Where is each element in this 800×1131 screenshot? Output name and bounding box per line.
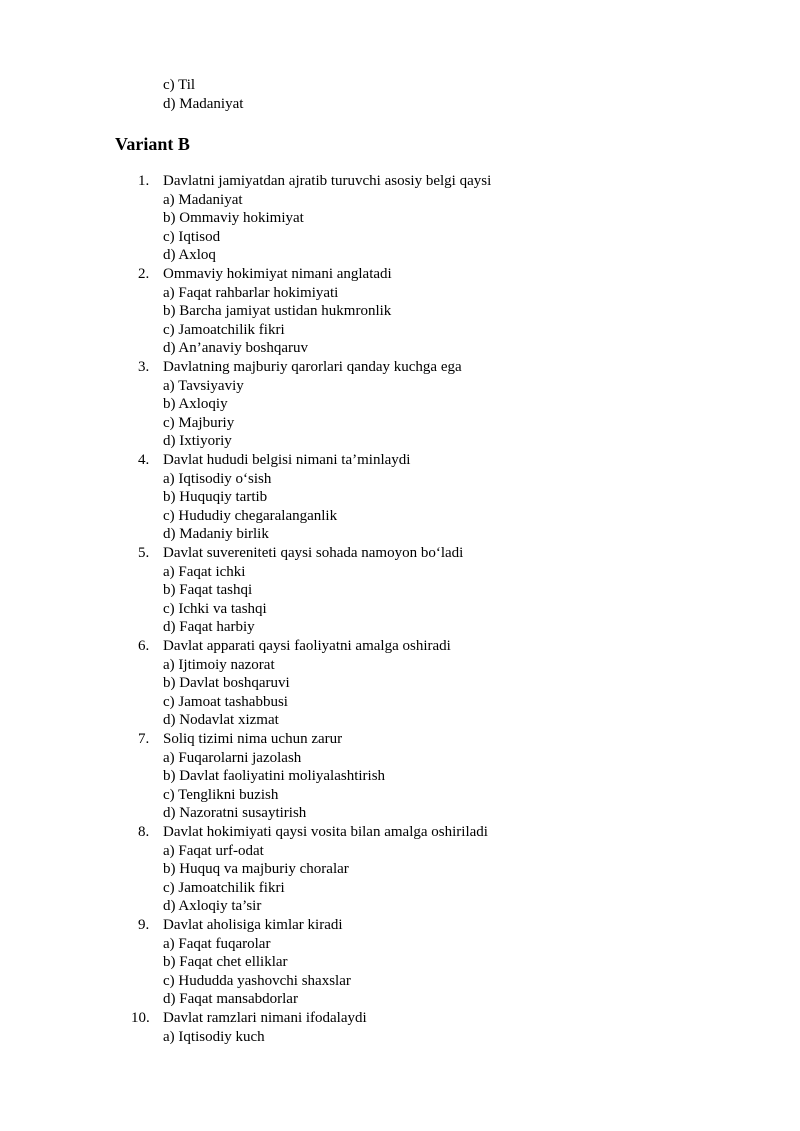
answer-option: c) Hududda yashovchi shaxslar <box>163 972 351 989</box>
question-text: Davlat suvereniteti qaysi sohada namoyon bo‘ladi <box>163 545 464 561</box>
question-number: 6. <box>138 638 150 654</box>
answer-option: b) Huquq va majburiy choralar <box>163 861 349 878</box>
answer-option: a) Tavsiyaviy <box>163 377 244 394</box>
answer-option: d) Faqat mansabdorlar <box>163 991 298 1008</box>
answer-option: d) An’anaviy boshqaruv <box>163 340 308 357</box>
question-text: Davlat hokimiyati qaysi vosita bilan amalga oshiriladi <box>163 824 488 840</box>
question-number: 5. <box>138 545 150 561</box>
answer-option: a) Faqat rahbarlar hokimiyati <box>163 284 339 301</box>
question-text: Davlat apparati qaysi faoliyatni amalga oshiradi <box>163 638 451 654</box>
answer-option: a) Faqat urf-odat <box>163 842 264 859</box>
answer-option: b) Faqat tashqi <box>163 582 253 599</box>
question-number: 1. <box>138 173 150 189</box>
answer-option: b) Huquqiy tartib <box>163 489 268 506</box>
answer-option: d) Nazoratni susaytirish <box>163 805 307 822</box>
carryover-option: d) Madaniyat <box>163 95 244 112</box>
answer-option: c) Majburiy <box>163 414 235 431</box>
answer-option: d) Axloq <box>163 247 216 264</box>
answer-option: c) Iqtisod <box>163 228 221 245</box>
question-text: Ommaviy hokimiyat nimani anglatadi <box>163 266 392 282</box>
answer-option: a) Faqat fuqarolar <box>163 935 271 952</box>
answer-option: b) Ommaviy hokimiyat <box>163 210 304 227</box>
answer-option: a) Iqtisodiy o‘sish <box>163 470 272 487</box>
answer-option: b) Axloqiy <box>163 396 228 413</box>
section-title: Variant B <box>115 134 190 154</box>
answer-option: a) Faqat ichki <box>163 563 246 580</box>
answer-option: c) Jamoatchilik fikri <box>163 321 285 338</box>
question-text: Soliq tizimi nima uchun zarur <box>163 731 343 747</box>
answer-option: d) Ixtiyoriy <box>163 433 232 450</box>
answer-option: d) Madaniy birlik <box>163 526 269 543</box>
answer-option: c) Jamoat tashabbusi <box>163 693 288 710</box>
answer-option: b) Barcha jamiyat ustidan hukmronlik <box>163 303 392 320</box>
answer-option: c) Hududiy chegaralanganlik <box>163 507 338 524</box>
answer-option: d) Faqat harbiy <box>163 619 255 636</box>
question-number: 10. <box>131 1010 150 1026</box>
question-number: 9. <box>138 917 150 933</box>
answer-option: c) Jamoatchilik fikri <box>163 879 285 896</box>
answer-option: b) Faqat chet elliklar <box>163 954 288 971</box>
question-number: 3. <box>138 359 150 375</box>
question-number: 2. <box>138 266 150 282</box>
answer-option: a) Iqtisodiy kuch <box>163 1028 265 1045</box>
answer-option: a) Ijtimoiy nazorat <box>163 656 275 673</box>
question-number: 8. <box>138 824 150 840</box>
answer-option: a) Fuqarolarni jazolash <box>163 749 302 766</box>
answer-option: d) Nodavlat xizmat <box>163 712 279 729</box>
answer-option: c) Tenglikni buzish <box>163 786 279 803</box>
question-text: Davlat hududi belgisi nimani ta’minlaydi <box>163 452 411 468</box>
answer-option: d) Axloqiy ta’sir <box>163 898 262 915</box>
question-number: 7. <box>138 731 150 747</box>
question-number: 4. <box>138 452 150 468</box>
carryover-option: c) Til <box>163 77 196 93</box>
answer-option: b) Davlat boshqaruvi <box>163 675 290 692</box>
question-text: Davlat aholisiga kimlar kiradi <box>163 917 343 933</box>
answer-option: c) Ichki va tashqi <box>163 600 267 617</box>
question-text: Davlatni jamiyatdan ajratib turuvchi asosiy belgi qaysi <box>163 173 492 189</box>
answer-option: b) Davlat faoliyatini moliyalashtirish <box>163 768 386 785</box>
question-text: Davlatning majburiy qarorlari qanday kuchga ega <box>163 359 462 375</box>
question-text: Davlat ramzlari nimani ifodalaydi <box>163 1010 367 1026</box>
answer-option: a) Madaniyat <box>163 191 243 208</box>
